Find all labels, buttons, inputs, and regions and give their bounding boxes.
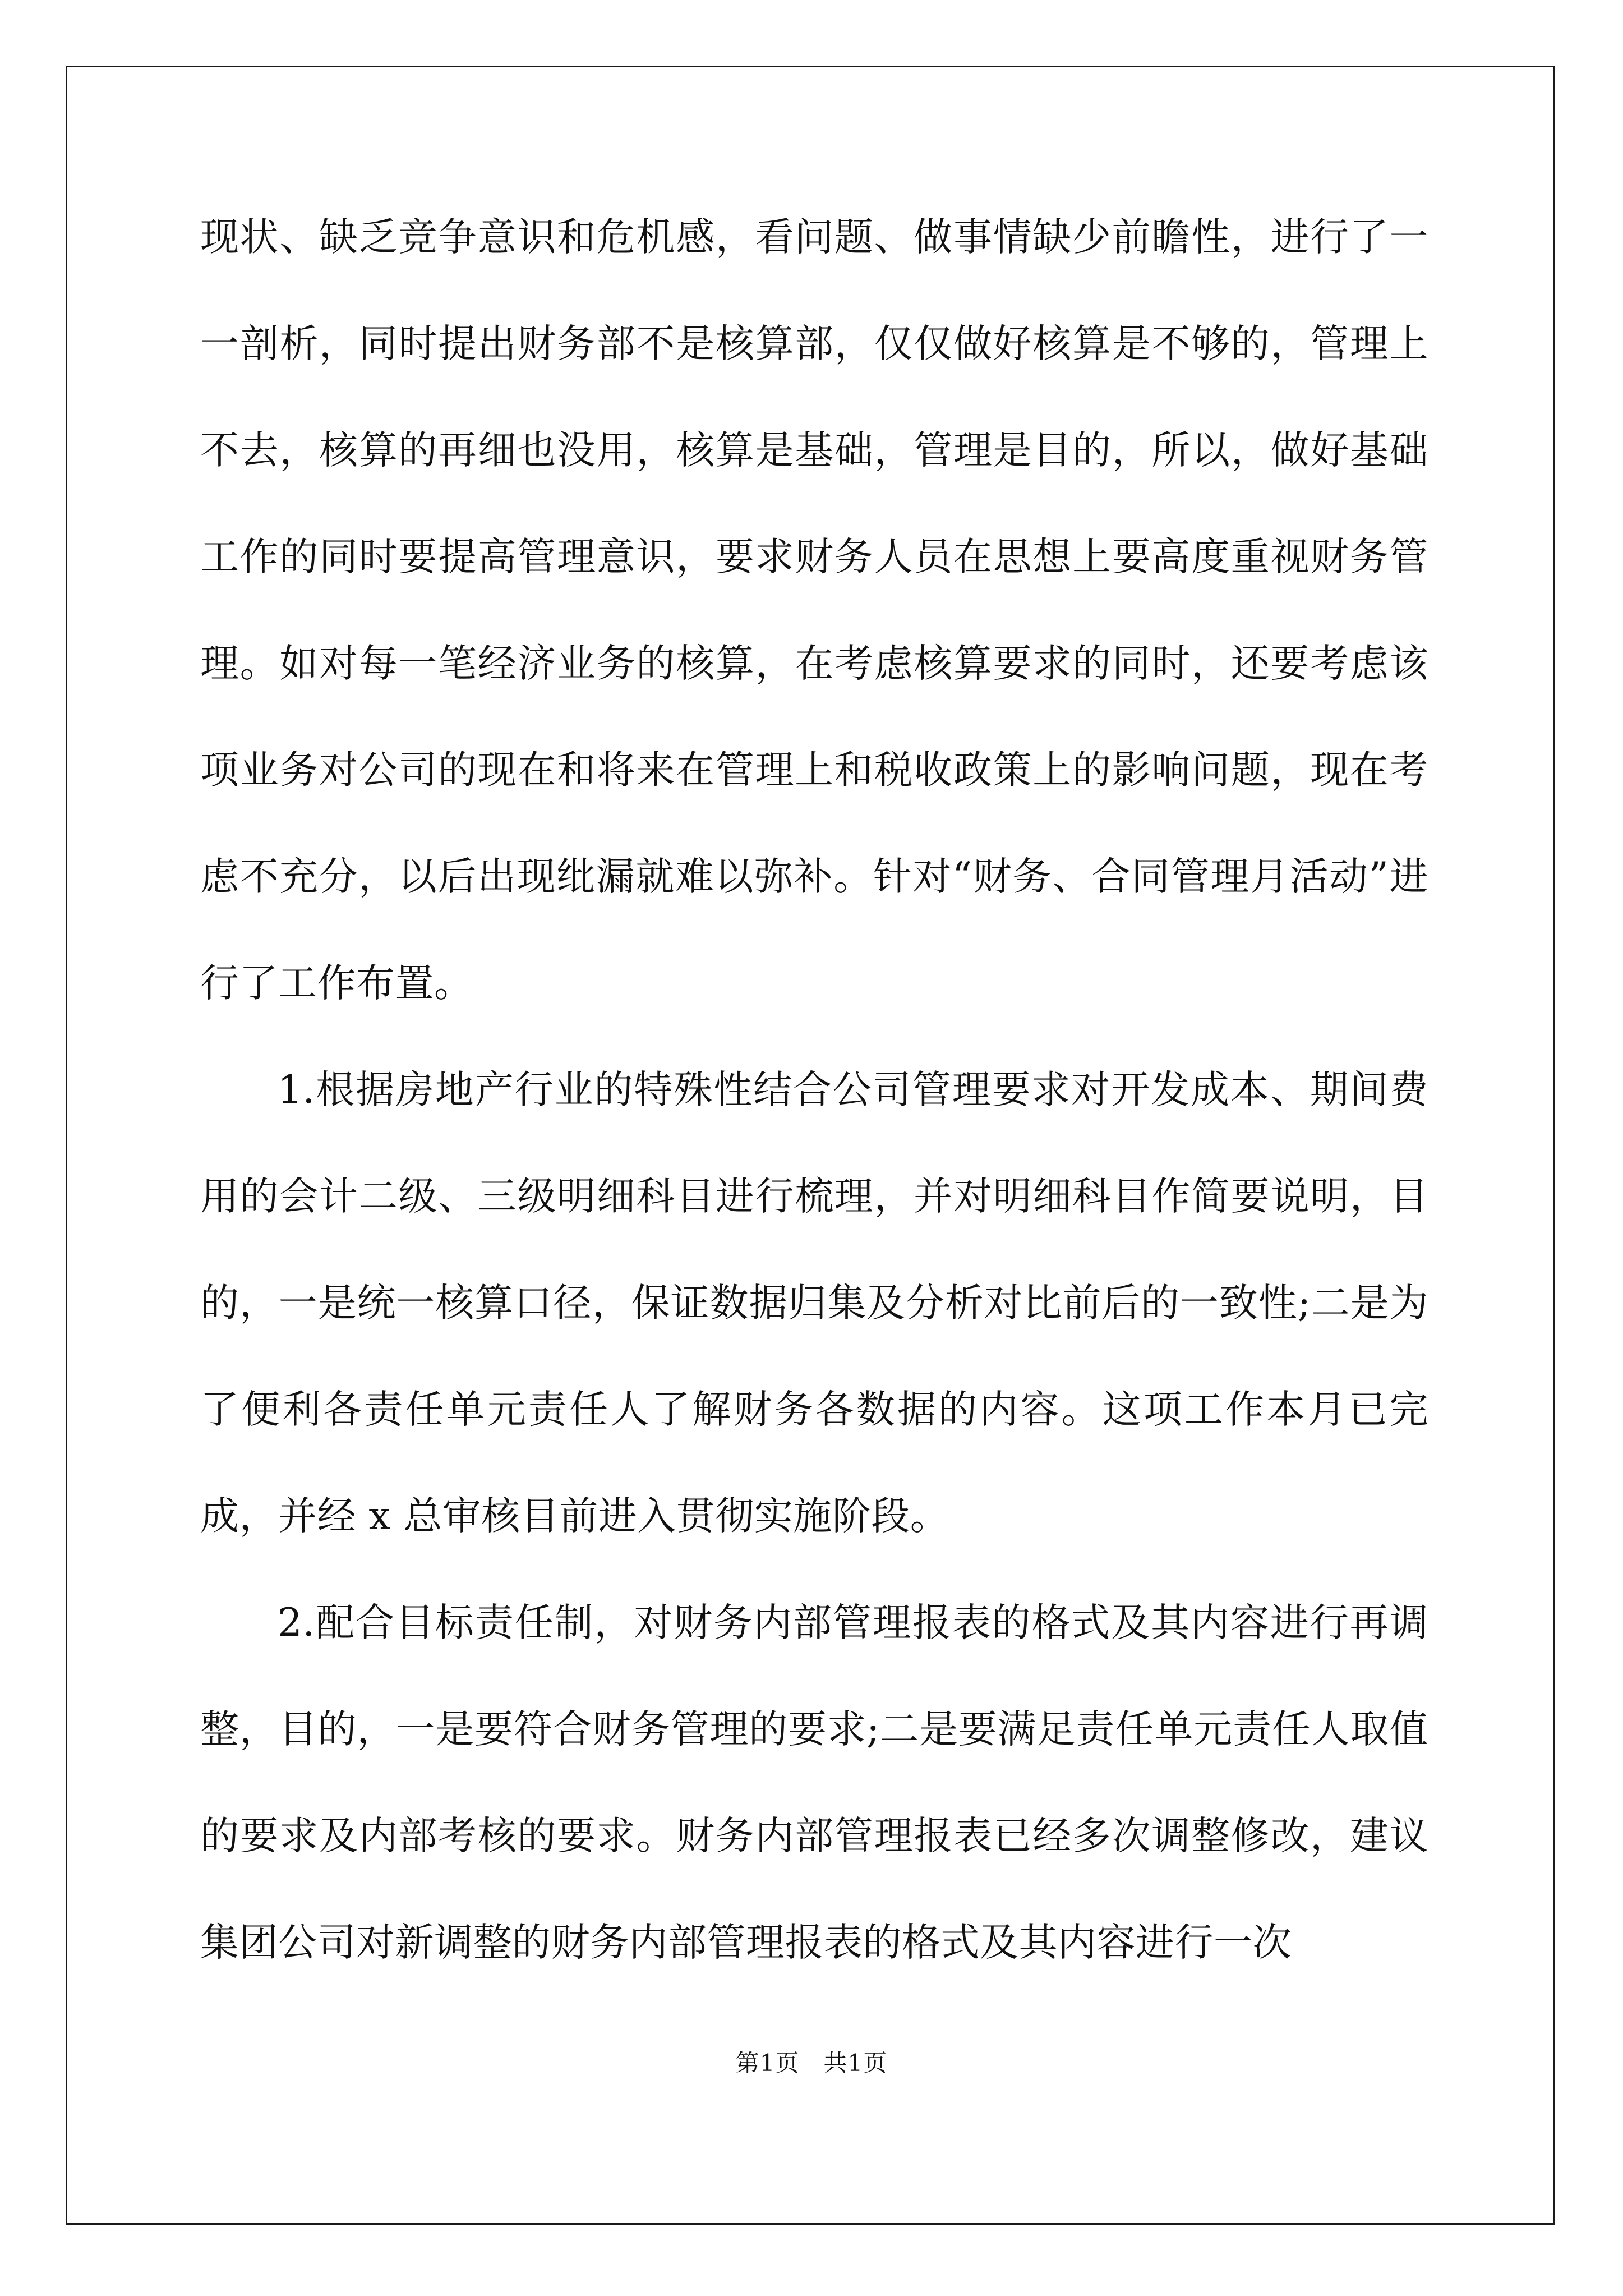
document-body [200, 184, 1428, 1996]
paragraph-1: 现状、缺乏竞争意识和危机感，看问题、做事情缺少前瞻性，进行了一一剖析，同时提出财务部不是核算部，仅仅做好核算是不够的，管理上不去，核算的再细也没用，核算是基础，管理是目的，所以，做好基础工作的同时要提高管理意识，要求财务人员在思想上要高度重视财务管理。如对每一笔经济业务的核算，在考虑核算要求的同时，还要考虑该项业务对公司的现在和将来在管理上和税收政策上的影响问题，现在考虑不充分，以后出现纰漏就难以弥补。针对“财务、合同管理月活动”进行了工作布置。 [200, 215, 1428, 1006]
page-number: 第1页 [735, 2049, 800, 2077]
page-footer [0, 2045, 1623, 2078]
page-total: 共1页 [823, 2049, 888, 2077]
paragraph-3: 2.配合目标责任制，对财务内部管理报表的格式及其内容进行再调整，目的，一是要符合财务管理的要求;二是要满足责任单元责任人取值的要求及内部考核的要求。财务内部管理报表已经多次调整修改，建议集团公司对新调整的财务内部管理报表的格式及其内容进行一次 [200, 1600, 1428, 1965]
paragraph-2: 1.根据房地产行业的特殊性结合公司管理要求对开发成本、期间费用的会计二级、三级明细科目进行梳理，并对明细科目作简要说明，目的，一是统一核算口径，保证数据归集及分析对比前后的一致性;二是为了便利各责任单元责任人了解财务各数据的内容。这项工作本月已完成，并经 x 总审核目前进入贯彻实施阶段。 [200, 1068, 1428, 1539]
